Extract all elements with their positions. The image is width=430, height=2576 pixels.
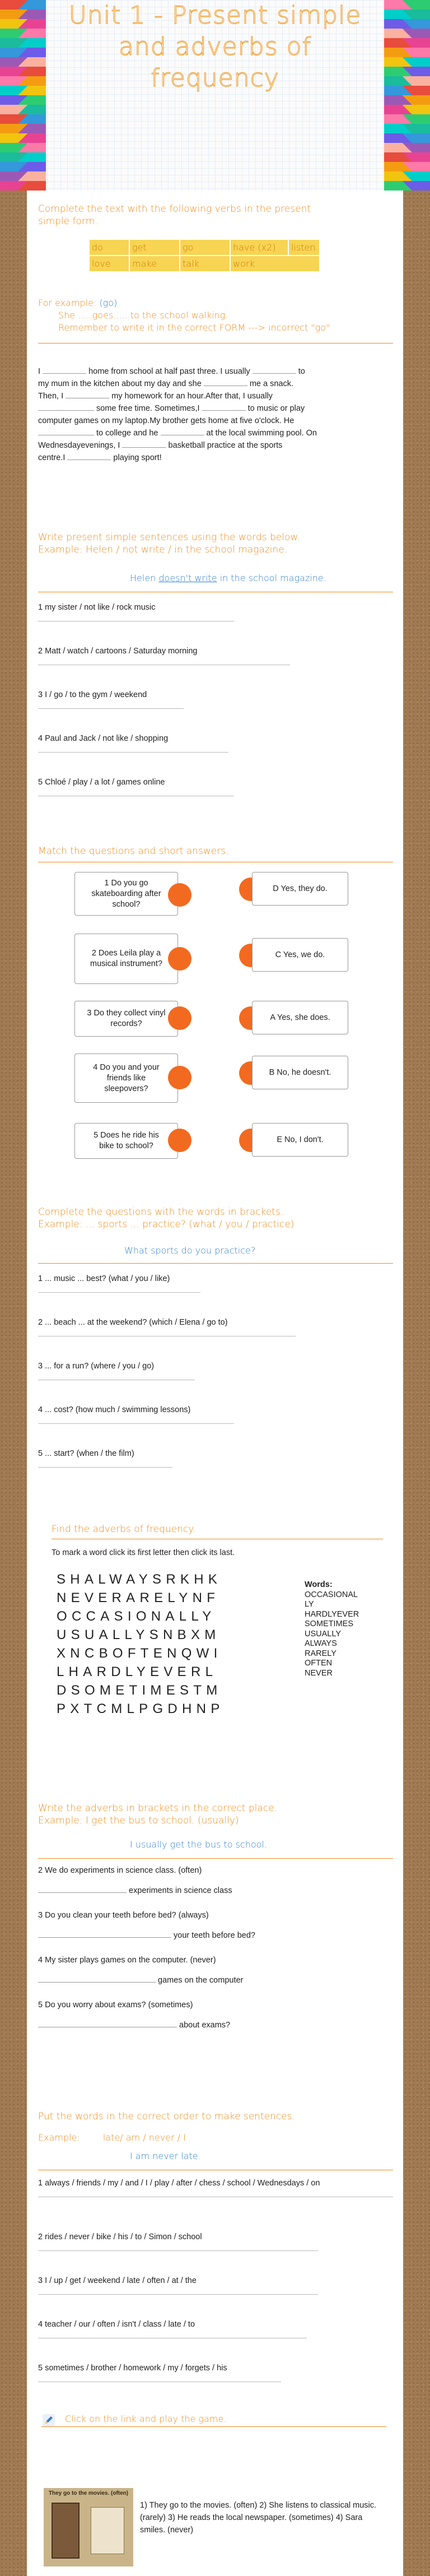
question-item: 2 rides / never / bike / his / to / Simon / school	[38, 2231, 393, 2275]
gap-input[interactable]	[66, 391, 109, 398]
gap-input[interactable]	[122, 440, 166, 448]
grid-row[interactable]: SHALWAYSRKHK	[57, 1572, 222, 1587]
question-item: 4 teacher / our / often / isn't / class / late / to	[38, 2319, 393, 2363]
exercise1-instruction	[38, 203, 393, 228]
match-question[interactable]: 4 Do you and your friends like sleepovers?	[74, 1053, 178, 1103]
gap-input[interactable]	[204, 378, 247, 386]
exercise2-items	[38, 602, 393, 820]
instruction-line: Complete the questions with the words in brackets.	[38, 1206, 284, 1218]
word-item: SOMETIMES	[305, 1619, 354, 1628]
title-line-3: frequency	[151, 64, 279, 92]
grid-row[interactable]: XNCBOFTENQWI	[57, 1646, 222, 1661]
grid-row[interactable]: PXTCMLPGDHNP	[57, 1701, 225, 1716]
game-thumbnail[interactable]	[44, 2488, 133, 2566]
gap-input[interactable]	[161, 428, 204, 435]
match-question[interactable]: 1 Do you go skateboarding after school?	[74, 872, 178, 916]
example-sentence: late/ am / never / I	[102, 2132, 186, 2143]
match-dot-left[interactable]	[168, 1129, 191, 1152]
question-item: 2 We do experiments in science class. (often) experiments in science class	[38, 1866, 232, 1895]
exercise4-answer: What sports do you practice?	[124, 1245, 256, 1256]
gap-input[interactable]	[253, 366, 296, 374]
gap-input[interactable]	[202, 403, 246, 411]
text-line: some free time. Sometimes,I to music or play	[38, 402, 393, 415]
match-dot-left[interactable]	[168, 947, 191, 971]
exercise4-items	[38, 1273, 393, 1492]
example-label: Example:	[38, 2132, 80, 2143]
question-item: 4 Paul and Jack / not like / shopping	[38, 733, 393, 777]
divider	[38, 343, 393, 344]
question-item: 1 ... music ... best? (what / you / like)	[38, 1273, 393, 1317]
gap-input[interactable]	[38, 1885, 127, 1893]
exercise7-items	[38, 2178, 393, 2406]
gap-input[interactable]	[38, 428, 94, 435]
answer-line[interactable]	[38, 1467, 172, 1468]
gap-input[interactable]	[43, 366, 86, 374]
example-sentence: She .....goes..... to the school walking.	[58, 310, 228, 321]
match-question[interactable]: 2 Does Leila play a musical instrument?	[74, 934, 178, 984]
verb-chip: work	[231, 256, 319, 271]
text-line: to college and he at the local swimming pool. On	[38, 427, 393, 439]
match-answer[interactable]: A Yes, she does.	[252, 1001, 348, 1034]
example-sentence: Example: Helen / not write / in the school magazine.	[38, 544, 288, 555]
exercise7-instruction: Put the words in the correct order to make sentences.	[38, 2111, 295, 2122]
example-sentence: Example: I get the bus to school. (usually)	[38, 1815, 239, 1826]
gap-input[interactable]	[38, 2020, 177, 2027]
instruction-line: simple form.	[38, 216, 98, 227]
word-item: LY	[305, 1600, 314, 1609]
question-item: 1 my sister / not like / rock music	[38, 602, 393, 646]
grid-row[interactable]: USUALLYSNBXM	[57, 1627, 221, 1642]
instruction-line: Complete the text with the following verbs in the present	[38, 203, 311, 215]
example-label: For example:	[38, 298, 97, 308]
match-dot-left[interactable]	[168, 883, 191, 907]
match-answer[interactable]: C Yes, we do.	[252, 938, 348, 972]
grid-row[interactable]: LHARDLYEVERL	[57, 1664, 218, 1679]
word-list	[305, 1580, 359, 1678]
answer-line[interactable]	[38, 2250, 318, 2251]
verb-chip: make	[130, 256, 179, 271]
question-item: 5 Do you worry about exams? (sometimes) about exams?	[38, 2001, 231, 2030]
question-item: 4 My sister plays games on the computer. (never) games on the computer	[38, 1956, 244, 1985]
exercise7-example	[38, 2132, 393, 2144]
answer-line[interactable]	[38, 1292, 200, 1293]
question-item: 5 sometimes / brother / homework / my / forgets / his	[38, 2363, 393, 2406]
word-list-title: Words:	[305, 1580, 333, 1589]
exercise6-answer: I usually get the bus to school.	[130, 1839, 268, 1850]
verb-chip: do	[90, 240, 129, 255]
word-item: ALWAYS	[305, 1639, 337, 1648]
question-item: 5 Chloé / play / a lot / games online	[38, 777, 393, 820]
answer-line[interactable]	[38, 752, 228, 753]
divider	[41, 2426, 386, 2427]
movie-poster-image	[52, 2503, 80, 2559]
question-item: 2 ... beach ... at the weekend? (which / Elena / go to)	[38, 1317, 393, 1361]
question-item: 4 ... cost? (how much / swimming lessons)	[38, 1404, 393, 1448]
question-item: 3 ... for a run? (where / you / go)	[38, 1361, 393, 1404]
question-item: 2 Matt / watch / cartoons / Saturday morning	[38, 646, 393, 689]
header-banner	[0, 0, 430, 191]
exercise2-instruction	[38, 531, 393, 556]
verb-chip: love	[90, 256, 129, 271]
word-item: HARDLYEVER	[305, 1609, 359, 1619]
pencil-icon	[41, 2413, 56, 2428]
match-answer[interactable]: D Yes, they do.	[252, 872, 348, 906]
example-verb: (go)	[99, 298, 118, 308]
page-title	[34, 0, 396, 94]
divider	[38, 1263, 393, 1264]
text-line: Wednesdayevenings, I basketball practice at the sports	[38, 441, 283, 450]
word-item: USUALLY	[305, 1629, 342, 1639]
question-item: 5 ... start? (when / the film)	[38, 1448, 393, 1492]
instruction-line: Write the adverbs in brackets in the correct place.	[38, 1803, 278, 1814]
match-dot-left[interactable]	[168, 1006, 191, 1030]
answer-line[interactable]	[38, 1423, 234, 1424]
exercise8-instruction[interactable]: Click on the link and play the game.	[65, 2413, 227, 2424]
verb-chip: listen	[289, 240, 319, 255]
word-item: NEVER	[305, 1668, 333, 1678]
instruction-line: Write present simple sentences using the words below.	[38, 532, 301, 543]
question-item: 3 Do you clean your teeth before bed? (always) your teeth before bed?	[38, 1911, 255, 1940]
title-line-1: Unit 1 - Present simple	[68, 1, 362, 30]
game-description: 1) They go to the movies. (often) 2) She listens to classical music. (rarely) 3) He reads the local newspaper. (sometimes) 4) Sara smiles. (never)	[140, 2501, 377, 2535]
example-sentence: Example: ... sports ... practice? (what / you / practice)	[38, 1219, 295, 1230]
exercise1-example	[38, 297, 393, 334]
match-answer[interactable]: E No, I don't.	[252, 1123, 348, 1157]
question-item: 3 I / go / to the gym / weekend	[38, 689, 393, 733]
match-answer[interactable]: B No, he doesn't.	[252, 1056, 348, 1089]
verb-chip: have (x2)	[231, 240, 288, 255]
verb-chip: get	[130, 240, 179, 255]
title-line-2: and adverbs of	[118, 33, 312, 61]
question-item: 1 always / friends / my / and / I / play / after / chess / school / Wednesdays / on	[38, 2178, 393, 2231]
exercise3-instruction: Match the questions and short answers.	[38, 846, 229, 857]
text-line: Then, I my homework for an hour.After that, I usually	[38, 392, 273, 401]
word-item: OFTEN	[305, 1659, 333, 1668]
grid-row[interactable]: DSOMETIMESTM	[57, 1683, 222, 1698]
exercise1-text	[38, 365, 393, 464]
gap-input[interactable]	[38, 1975, 156, 1983]
text-line: my mum in the kitchen about my day and she me a snack.	[38, 379, 293, 388]
exercise5-instruction: Find the adverbs of frequency.	[52, 1524, 196, 1535]
question-item: 3 I / up / get / weekend / late / often / at / the	[38, 2275, 393, 2319]
exercise2-answer: Helen doesn't write in the school magazine.	[130, 573, 326, 583]
match-dot-left[interactable]	[168, 1066, 191, 1089]
exercise4-instruction	[38, 1206, 393, 1231]
gap-input[interactable]	[67, 452, 111, 460]
verb-chip: talk	[180, 256, 230, 271]
text-line: centre.I playing sport!	[38, 453, 162, 462]
match-question[interactable]: 5 Does he ride his bike to school?	[74, 1123, 178, 1159]
text-line: I home from school at half past three. I usually to	[38, 367, 305, 376]
word-item: OCCASIONAL	[305, 1590, 358, 1599]
game-thumbnail-title: They go to the movies. (often)	[48, 2490, 129, 2496]
grid-row[interactable]: OCCASIONALLY	[57, 1609, 216, 1624]
exercise6-items	[38, 1865, 393, 2044]
match-question[interactable]: 3 Do they collect vinyl records?	[74, 1001, 178, 1037]
wordsearch-howto: To mark a word click its first letter then click its last.	[52, 1548, 235, 1557]
exercise6-instruction	[38, 1802, 393, 1827]
gap-input[interactable]	[38, 403, 94, 411]
word-item: RARELY	[305, 1649, 336, 1658]
ticket-image	[91, 2507, 124, 2554]
wordsearch-grid[interactable]	[57, 1570, 225, 1718]
example-note: Remember to write it in the correct FORM ---> incorrect "go"	[58, 322, 330, 333]
gap-input[interactable]	[38, 1930, 171, 1938]
answer-line[interactable]	[38, 2294, 318, 2295]
text-line: computer games on my laptop.My brother gets home at five o'clock. He	[38, 416, 295, 425]
divider	[38, 1858, 393, 1859]
answer-line[interactable]	[38, 708, 184, 709]
grid-row[interactable]: NEVERARELYNF	[57, 1590, 220, 1605]
verb-chip: go	[180, 240, 230, 255]
exercise7-answer: I am never late	[130, 2151, 198, 2161]
